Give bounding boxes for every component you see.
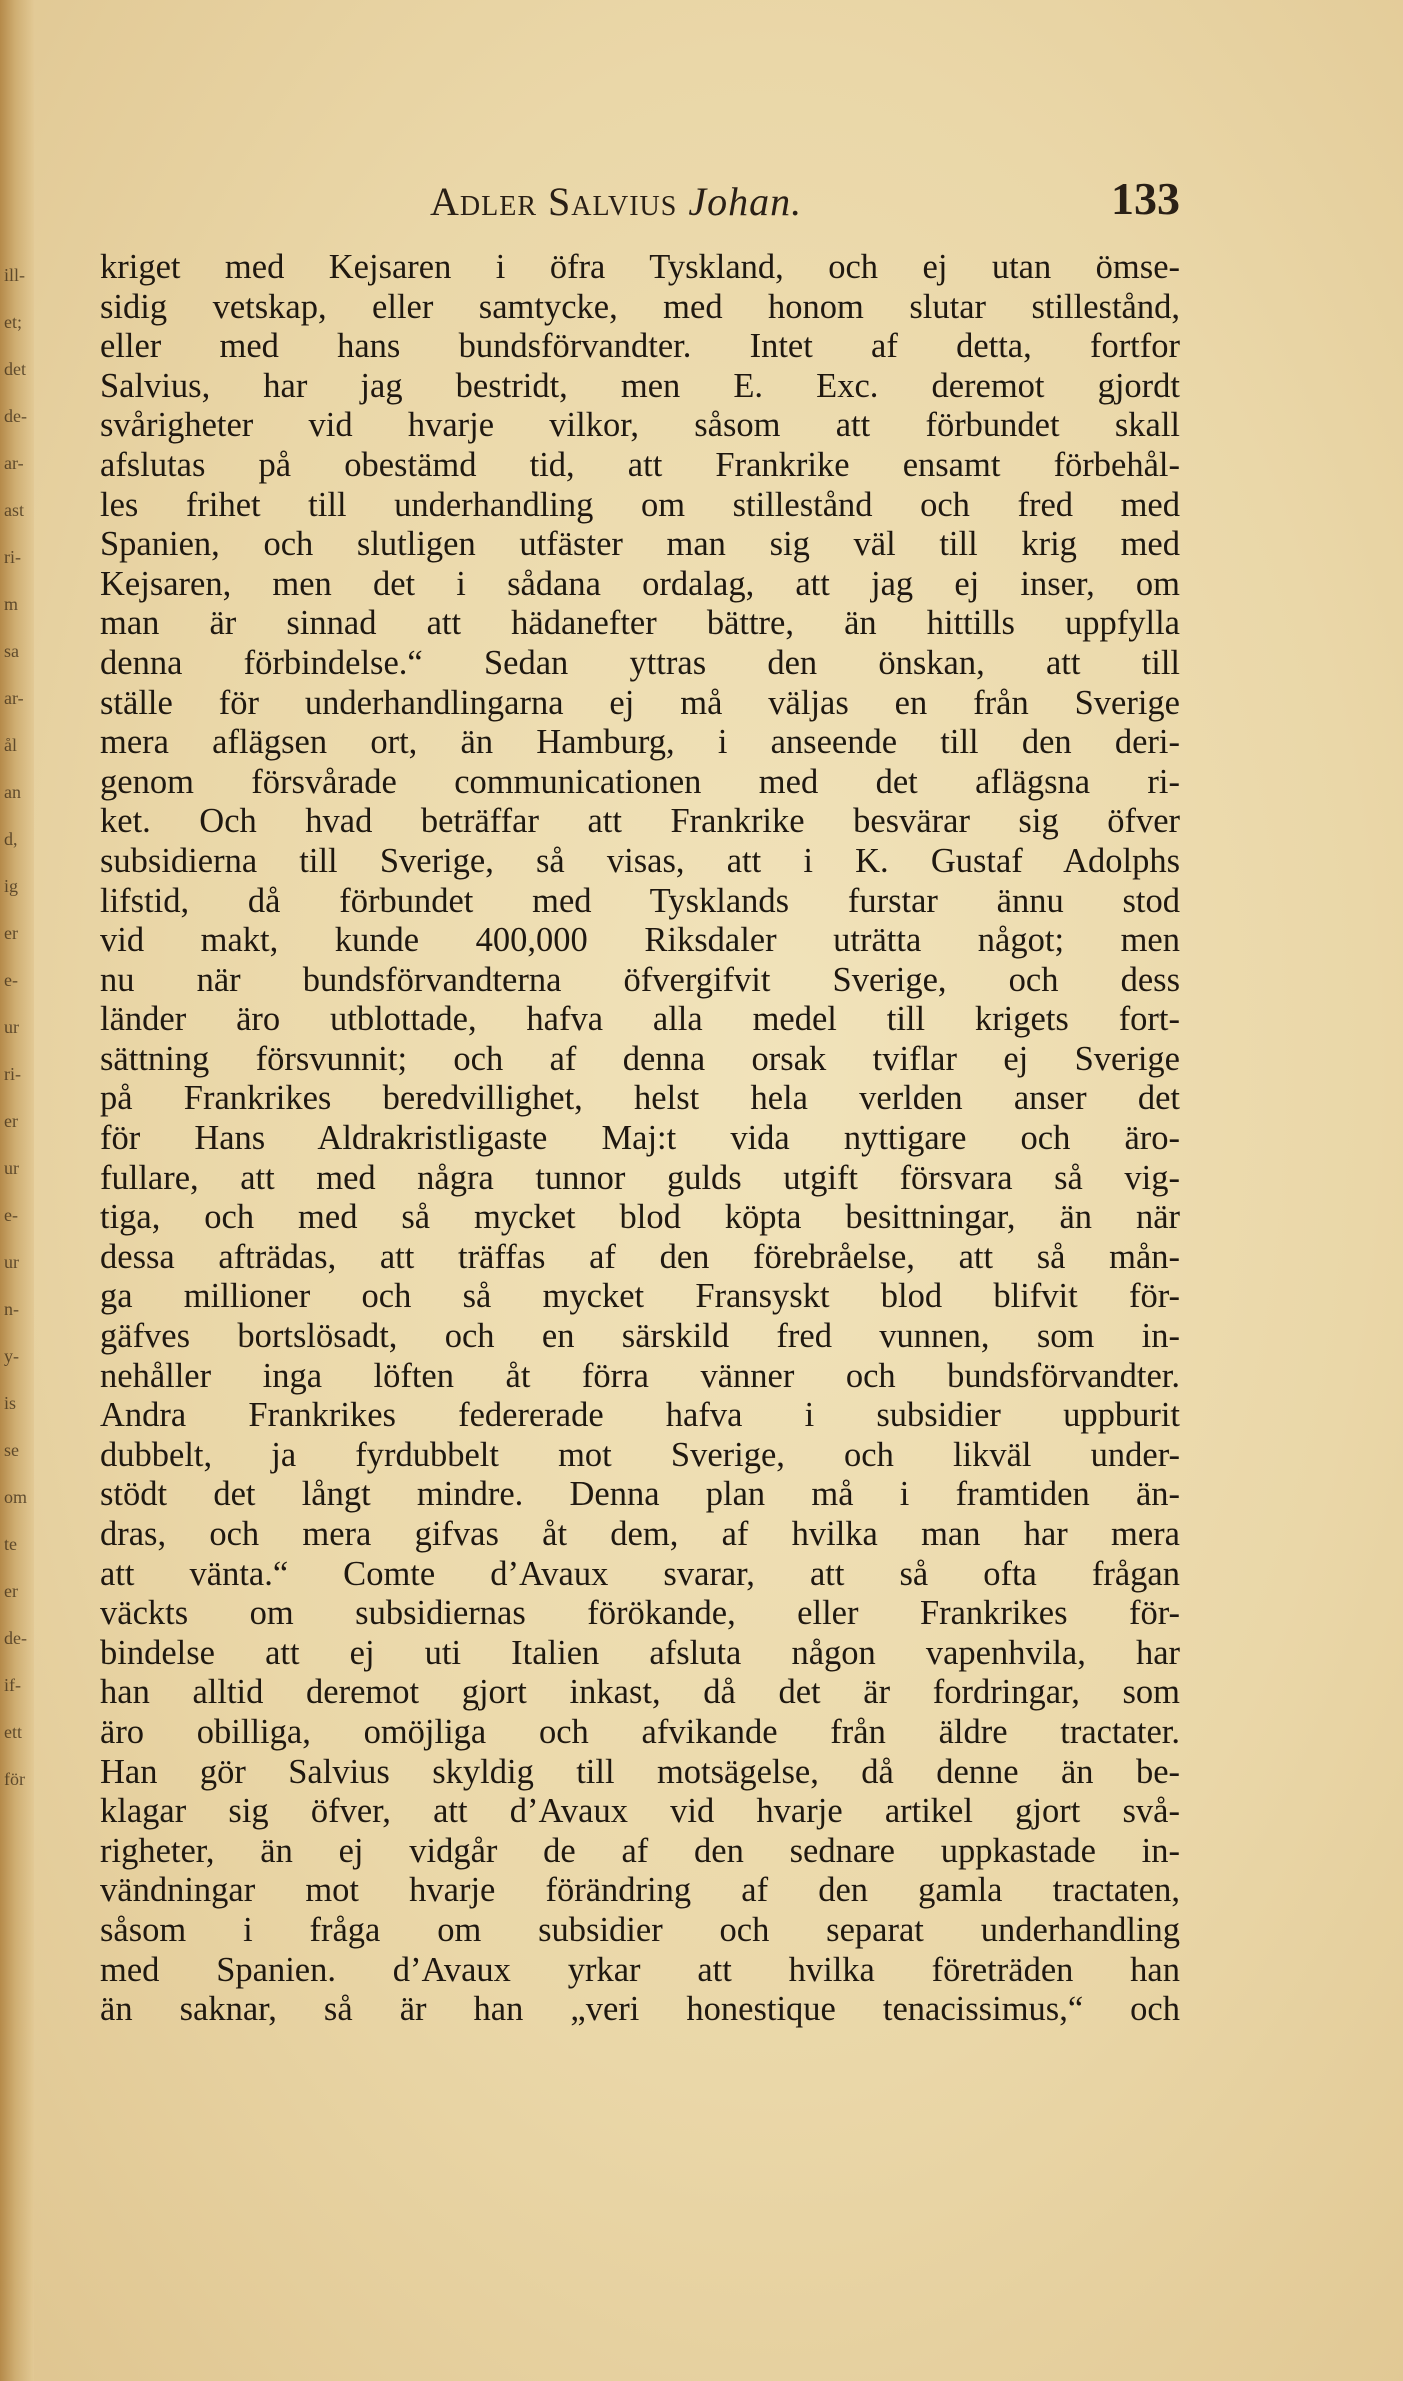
facing-page-fragment: ast [4,500,24,520]
text-line: sättning försvunnit; och af denna orsak tviflar ej Sverige [100,1039,1180,1078]
text-line: dessa afträdas, att träffas af den förebråelse, att så mån- [100,1237,1180,1276]
running-head-first-name: Johan. [688,179,803,224]
text-line: Spanien, och slutligen utfäster man sig väl till krig med [100,525,1180,564]
text-line: bindelse att ej uti Italien afsluta någon vapenhvila, har [100,1633,1180,1672]
text-line: att vänta.“ Comte d’Avaux svarar, att så ofta frågan [100,1554,1180,1593]
text-line: vid makt, kunde 400,000 Riksdaler uträtta något; men [100,921,1180,960]
facing-page-fragment: er [4,923,18,943]
facing-page-fragment: för [4,1769,25,1789]
text-line: Han gör Salvius skyldig till motsägelse, då denne än be- [100,1752,1180,1791]
page-number: 133 [1111,173,1180,224]
facing-page-fragment: ig [4,876,19,896]
text-line: mera aflägsen ort, än Hamburg, i anseende till den deri- [100,723,1180,762]
facing-page-fragment: e- [4,970,18,990]
text-line: genom försvårade communicationen med det aflägsna ri- [100,762,1180,801]
text-line: länder äro utblottade, hafva alla medel till krigets fort- [100,1000,1180,1039]
text-line: tiga, och med så mycket blod köpta besittningar, än när [100,1198,1180,1237]
text-line: väckts om subsidiernas förökande, eller Frankrikes för- [100,1594,1180,1633]
facing-page-fragment: et; [4,312,22,332]
facing-page-fragment: ar- [4,688,24,708]
text-line: Kejsaren, men det i sådana ordalag, att jag ej inser, om [100,564,1180,603]
text-line: gäfves bortslösadt, och en särskild fred vunnen, som in- [100,1317,1180,1356]
text-line: subsidierna till Sverige, så visas, att i K. Gustaf Adolphs [100,841,1180,880]
text-line: äro obilliga, omöjliga och afvikande från äldre tractater. [100,1712,1180,1751]
running-head-name: Adler Salvius [430,179,678,224]
text-line: dubbelt, ja fyrdubbelt mot Sverige, och likväl under- [100,1435,1180,1474]
facing-page-fragment: y- [4,1346,19,1366]
text-line: vändningar mot hvarje förändring af den gamla tractaten, [100,1871,1180,1910]
facing-page-fragment: m [4,594,19,614]
text-line: ställe för underhandlingarna ej må väljas en från Sverige [100,683,1180,722]
facing-page-fragment: is [4,1393,17,1413]
facing-page-fragment: n- [4,1299,19,1319]
text-line: eller med hans bundsförvandter. Intet af detta, fortfor [100,327,1180,366]
facing-page-fragment: ett [4,1722,22,1742]
text-line: dras, och mera gifvas åt dem, af hvilka man har mera [100,1515,1180,1553]
facing-page-fragment: de- [4,406,27,426]
facing-page-fragment: sa [4,641,19,661]
facing-page-fragment: ar- [4,453,24,473]
facing-page-fragment: ur [4,1158,19,1178]
body-text [100,248,1180,2030]
facing-page-fragment: ur [4,1017,19,1037]
text-line: sidig vetskap, eller samtycke, med honom slutar stillestånd, [100,287,1180,326]
text-line: afslutas på obestämd tid, att Frankrike ensamt förbehål- [100,445,1180,484]
text-line: Salvius, har jag bestridt, men E. Exc. deremot gjordt [100,366,1180,405]
facing-page-fragment: e- [4,1205,18,1225]
facing-page-fragment: ill- [4,265,25,285]
text-line: righeter, än ej vidgår de af den sednare uppkastade in- [100,1831,1180,1870]
text-line: fullare, att med några tunnor gulds utgift försvara så vig- [100,1158,1180,1197]
text-line: på Frankrikes beredvillighet, helst hela verlden anser det [100,1079,1180,1118]
text-line: man är sinnad att hädanefter bättre, än hittills uppfylla [100,604,1180,643]
text-line: ga millioner och så mycket Fransyskt blod blifvit för- [100,1277,1180,1316]
text-line: svårigheter vid hvarje vilkor, såsom att förbundet skall [100,406,1180,445]
text-line: lifstid, då förbundet med Tysklands furstar ännu stod [100,881,1180,920]
facing-page-fragment: se [4,1440,19,1460]
running-head [430,178,802,225]
text-line: stödt det långt mindre. Denna plan må i framtiden än- [100,1475,1180,1514]
text-line: denna förbindelse.“ Sedan yttras den önskan, att till [100,643,1180,682]
facing-page-fragment: if- [4,1675,21,1695]
text-line: kriget med Kejsaren i öfra Tyskland, och ej utan ömse- [100,248,1180,286]
text-line: Andra Frankrikes federerade hafva i subsidier uppburit [100,1396,1180,1435]
facing-page-fragment: ri- [4,547,21,567]
facing-page-fragment: om [4,1487,28,1507]
text-line: les frihet till underhandling om stillestånd och fred med [100,485,1180,524]
text-line: med Spanien. d’Avaux yrkar att hvilka företräden han [100,1950,1180,1989]
text-line: han alltid deremot gjort inkast, då det är fordringar, som [100,1673,1180,1712]
page-header [100,173,1180,228]
facing-page-fragment: te [4,1534,17,1554]
text-line: än saknar, så är han „veri honestique tenacissimus,“ och [100,1990,1180,2029]
facing-page-fragment: de- [4,1628,27,1648]
facing-page-fragment: er [4,1111,18,1131]
facing-page-edge [0,0,34,2381]
facing-page-fragment: det [4,359,26,379]
facing-page-fragment: an [4,782,21,802]
facing-page-fragment: ål [4,735,17,755]
facing-page-fragment: er [4,1581,18,1601]
text-line: för Hans Aldrakristligaste Maj:t vida nyttigare och äro- [100,1119,1180,1158]
facing-page-fragment: ur [4,1252,19,1272]
text-line: nehåller inga löften åt förra vänner och bundsförvandter. [100,1356,1180,1395]
facing-page-fragment: ri- [4,1064,21,1084]
text-line: såsom i fråga om subsidier och separat underhandling [100,1910,1180,1949]
text-line: klagar sig öfver, att d’Avaux vid hvarje artikel gjort svå- [100,1792,1180,1831]
text-line: ket. Och hvad beträffar att Frankrike besvärar sig öfver [100,802,1180,841]
facing-page-fragment: d, [4,829,18,849]
text-line: nu när bundsförvandterna öfvergifvit Sverige, och dess [100,960,1180,999]
